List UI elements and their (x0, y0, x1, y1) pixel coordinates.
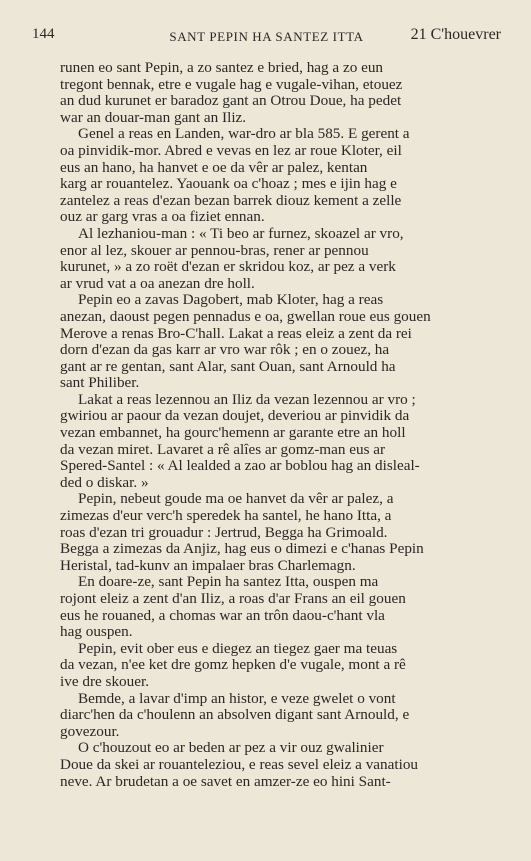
text-line: En doare-ze, sant Pepin ha santez Itta, ouspen ma (78, 574, 379, 591)
text-line: anezan, daoust pegen pennadus e oa, gwellan roue eus gouen (60, 308, 431, 325)
text-line: eus an hano, ha hanvet e oe da vêr ar palez, kentan (60, 159, 368, 176)
body-text (60, 60, 497, 790)
text-line: dorn d'ezan da gas karr ar vro war rôk ; en o zouez, ha (60, 342, 390, 359)
text-line: gwiriou ar paour da vezan doujet, deveriou ar pinvidik da (60, 408, 410, 425)
page-header (32, 26, 501, 50)
text-line: Genel a reas en Landen, war-dro ar bla 585. E gerent a (78, 126, 410, 143)
header-date: 21 C'houevrer (410, 26, 501, 43)
text-line: vezan embannet, ha gourc'hemenn ar garante etre an holl (60, 425, 406, 442)
text-line: kurunet, » a zo roët d'ezan er skridou koz, ar pez a verk (60, 259, 396, 276)
text-line: tregont bennak, etre e vugale hag e vugale-vihan, etouez (60, 76, 403, 93)
text-line: Lakat a reas lezennou an Iliz da vezan lezennou ar vro ; (78, 391, 416, 408)
text-line: karg ar rouantelez. Yaouank oa c'hoaz ; mes e ijin hag e (60, 176, 397, 193)
text-line: ar vrud vat a oa anezan dre holl. (60, 275, 255, 292)
text-line: Pepin eo a zavas Dagobert, mab Kloter, hag a reas (78, 292, 384, 309)
text-line: Merove a renas Bro-C'hall. Lakat a reas eleiz a zent da rei (60, 325, 412, 342)
text-line: rojont eleiz a zent d'an Iliz, a roas d'ar Frans an eil gouen (60, 591, 406, 607)
running-title: SANT PEPIN HA SANTEZ ITTA (169, 29, 364, 44)
text-line: Bemde, a lavar d'imp an histor, e veze gwelet o vont (78, 690, 396, 707)
text-line: Begga a zimezas da Anjiz, hag eus o dimezi e c'hanas Pepin (60, 541, 424, 558)
text-line: Heristal, tad-kunv an impalaer bras Charlemagn. (60, 557, 356, 574)
text-line: gant ar re gentan, sant Alar, sant Ouan, sant Arnould ha (60, 358, 396, 375)
text-line: ded o diskar. » (60, 474, 149, 491)
page-number: 144 (32, 26, 55, 42)
text-line: Pepin, evit ober eus e diegez an tiegez gaer ma teuas (78, 640, 398, 657)
text-line: roas d'ezan tri grouadur : Jertrud, Begga ha Grimoald. (60, 524, 388, 541)
text-line: eus he rouaned, a chomas war an trôn daou-c'hant vla (60, 607, 385, 624)
text-line: govezour. (60, 723, 120, 740)
text-line: Doue da skei ar rouanteleziou, e reas sevel eleiz a vanatiou (60, 756, 419, 773)
text-line: hag ouspen. (60, 624, 133, 641)
text-line: enor al lez, skouer ar pennou-bras, rener ar pennou (60, 242, 369, 259)
text-line: da vezan miret. Lavaret a rê alîes ar gomz-man eus ar (60, 441, 386, 458)
text-line: Spered-Santel : « Al lealded a zao ar boblou hag an disleal- (60, 458, 420, 475)
text-line: diarc'hen da c'houlenn an absolven digant sant Arnould, e (60, 707, 410, 724)
text-line: Al lezhaniou-man : « Ti beo ar furnez, skoazel ar vro, (78, 225, 404, 242)
text-line: da vezan, n'ee ket dre gomz hepken d'e vugale, mont a rê (60, 657, 406, 674)
text-line: zantelez a reas d'ezan bezan barrek diouz kement a zelle (60, 192, 402, 209)
text-line: oa pinvidik-mor. Abred e vevas en lez ar roue Kloter, eil (60, 142, 402, 159)
text-line: ive dre skouer. (60, 673, 149, 690)
text-line: runen eo sant Pepin, a zo santez e bried, hag a zo eun (60, 60, 384, 76)
text-line: sant Philiber. (60, 375, 140, 392)
text-line: zimezas d'eur verc'h speredek ha santel, he hano Itta, a (60, 508, 392, 525)
text-line: O c'houzout eo ar beden ar pez a vir ouz gwalinier (78, 740, 384, 757)
text-line: neve. Ar brudetan a oe savet en amzer-ze eo hini Sant- (60, 773, 391, 790)
text-line: Pepin, nebeut goude ma oe hanvet da vêr ar palez, a (78, 491, 394, 508)
text-line: war an douar-man gant an Iliz. (60, 109, 247, 126)
text-line: ouz ar garg vras a oa fiziet ennan. (60, 209, 265, 226)
text-line: an dud kurunet er baradoz gant an Otrou Doue, ha pedet (60, 93, 402, 110)
